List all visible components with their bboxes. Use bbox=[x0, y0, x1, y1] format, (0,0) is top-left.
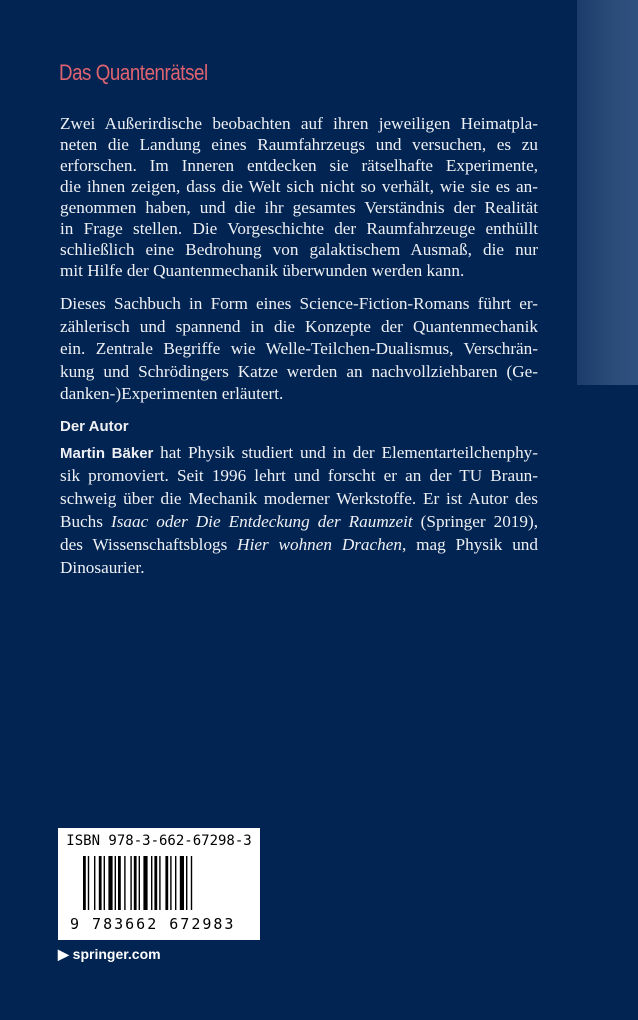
play-arrow-icon: ▶ bbox=[58, 946, 69, 962]
bar bbox=[88, 856, 89, 910]
spine-strip bbox=[577, 0, 638, 385]
text-line: ein. Zentrale Begriffe wie Welle-Teilchen-Dualismus, Verschrän- bbox=[60, 339, 538, 358]
text: Buchs bbox=[60, 512, 111, 531]
bar bbox=[170, 856, 171, 910]
text-line: schweig über die Mechanik moderner Werkstoffe. Er ist Autor des bbox=[60, 489, 538, 508]
text-line: genommen haben, und die ihr gesamtes Verständnis der Realität bbox=[60, 198, 538, 217]
bar bbox=[151, 856, 152, 910]
text-line: die ihnen zeigen, dass die Welt sich nicht so verhält, wie sie es an- bbox=[60, 177, 538, 196]
text-line: sik promoviert. Seit 1996 lehrt und forscht er an der TU Braun- bbox=[60, 466, 538, 485]
synopsis-paragraph bbox=[60, 113, 538, 281]
text-line: danken-)Experimenten erläutert. bbox=[60, 384, 284, 403]
text-line: kung und Schrödingers Katze werden an nachvollziehbaren (Ge- bbox=[60, 361, 538, 381]
bar bbox=[180, 856, 184, 910]
bar bbox=[154, 856, 157, 910]
publisher-link[interactable] bbox=[58, 946, 161, 963]
author-heading: Der Autor bbox=[60, 418, 129, 435]
bar bbox=[165, 856, 168, 910]
bar bbox=[124, 856, 125, 910]
bar bbox=[191, 856, 192, 910]
bar bbox=[143, 856, 147, 910]
barcode-bars bbox=[83, 856, 243, 910]
text-line: Dieses Sachbuch in Form eines Science-Fiction-Romans führt er- bbox=[60, 294, 538, 313]
bar bbox=[99, 856, 102, 910]
isbn-barcode bbox=[58, 828, 260, 940]
isbn-text: ISBN 978-3-662-67298-3 bbox=[66, 833, 252, 849]
bar bbox=[108, 856, 112, 910]
text-line: mit Hilfe der Quantenmechanik überwunden werden kann. bbox=[60, 261, 465, 280]
bar bbox=[130, 856, 131, 910]
text-line: Zwei Außerirdische beobachten auf ihren jeweiligen Heimatpla- bbox=[60, 114, 538, 133]
text-line: Dinosaurier. bbox=[60, 558, 145, 577]
text-line: schließlich eine Bedrohung von galaktischem Ausmaß, die nur bbox=[60, 240, 538, 259]
bar bbox=[118, 856, 121, 910]
bar bbox=[104, 856, 105, 910]
author-name: Martin Bäker bbox=[60, 445, 154, 462]
text: , mag Physik und bbox=[401, 535, 538, 554]
text-line: erforschen. Im Inneren entdecken sie rätselhafte Experimente, bbox=[60, 156, 538, 175]
description-paragraph bbox=[60, 293, 538, 406]
bar bbox=[159, 856, 160, 910]
publisher-url: springer.com bbox=[72, 946, 161, 962]
bar bbox=[139, 856, 140, 910]
text: des Wissenschaftsblogs bbox=[60, 535, 238, 554]
book-title: Das Quantenrätsel bbox=[59, 60, 208, 85]
book-reference: Isaac oder Die Entdeckung der Raumzeit bbox=[111, 512, 413, 531]
text-line: zählerisch und spannend in die Konzepte der Quantenmechanik bbox=[60, 316, 538, 336]
author-bio bbox=[60, 441, 538, 579]
text: (Springer 2019), bbox=[412, 512, 538, 531]
bar bbox=[83, 856, 86, 910]
bar bbox=[134, 856, 137, 910]
blog-reference: Hier wohnen Drachen bbox=[237, 535, 402, 554]
text-line: in Frage stellen. Die Vorgeschichte der Raumfahrzeuge enthüllt bbox=[60, 219, 538, 238]
text-line: neten die Landung eines Raumfahrzeugs und versuchen, es zu bbox=[60, 135, 538, 154]
barcode-digits: 9 783662 672983 bbox=[70, 915, 236, 933]
text: hat Physik studiert und in der Elementarteilchenphy- bbox=[153, 443, 538, 462]
bar bbox=[175, 856, 176, 910]
bar bbox=[94, 856, 95, 910]
bar bbox=[186, 856, 187, 910]
bar bbox=[115, 856, 116, 910]
